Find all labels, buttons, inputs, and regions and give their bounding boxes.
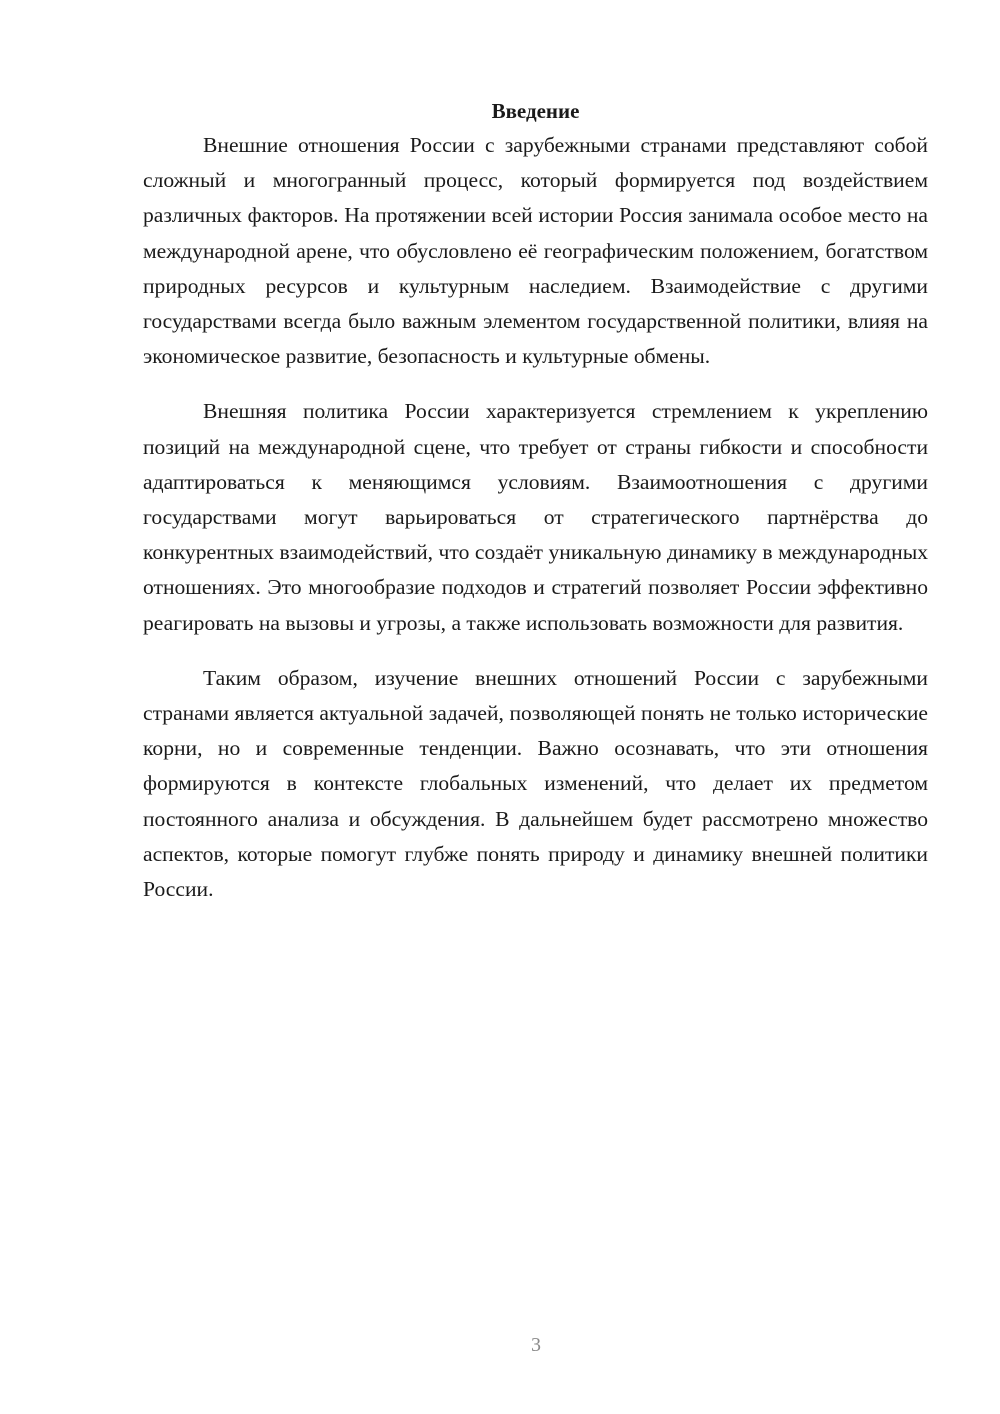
paragraph-3: Таким образом, изучение внешних отношений России с зарубежными странами является актуальной задачей, позволяющей понять не только исторические корни, но и современные тенденции. Важно осознавать, что эти отношения формируются в контексте глобальных изменений, что делает их предметом постоянного анализа и обсуждения. В дальнейшем будет рассмотрено множество аспектов, которые помогут глубже понять природу и динамику внешней политики России. — [143, 665, 928, 902]
paragraph-2: Внешняя политика России характеризуется стремлением к укреплению позиций на международной сцене, что требует от страны гибкости и способности адаптироваться к меняющимся условиям. Взаимоотношения с другими государствами могут варьироваться от стратегического партнёрства до конкурентных взаимодействий, что создаёт уникальную динамику в международных отношениях. Это многообразие подходов и стратегий позволяет России эффективно реагировать на вызовы и угрозы, а также использовать возможности для развития. — [143, 399, 928, 635]
document-body — [143, 95, 928, 907]
section-title: Введение — [491, 99, 580, 123]
page-number: 3 — [531, 1334, 541, 1356]
paragraph-1: Внешние отношения России с зарубежными странами представляют собой сложный и многогранный процесс, который формируется под воздействием различных факторов. На протяжении всей истории Россия занимала особое место на международной арене, что обусловлено её географическим положением, богатством природных ресурсов и культурным наследием. Взаимодействие с другими государствами всегда было важным элементом государственной политики, влияя на экономическое развитие, безопасность и культурные обмены. — [143, 133, 928, 369]
